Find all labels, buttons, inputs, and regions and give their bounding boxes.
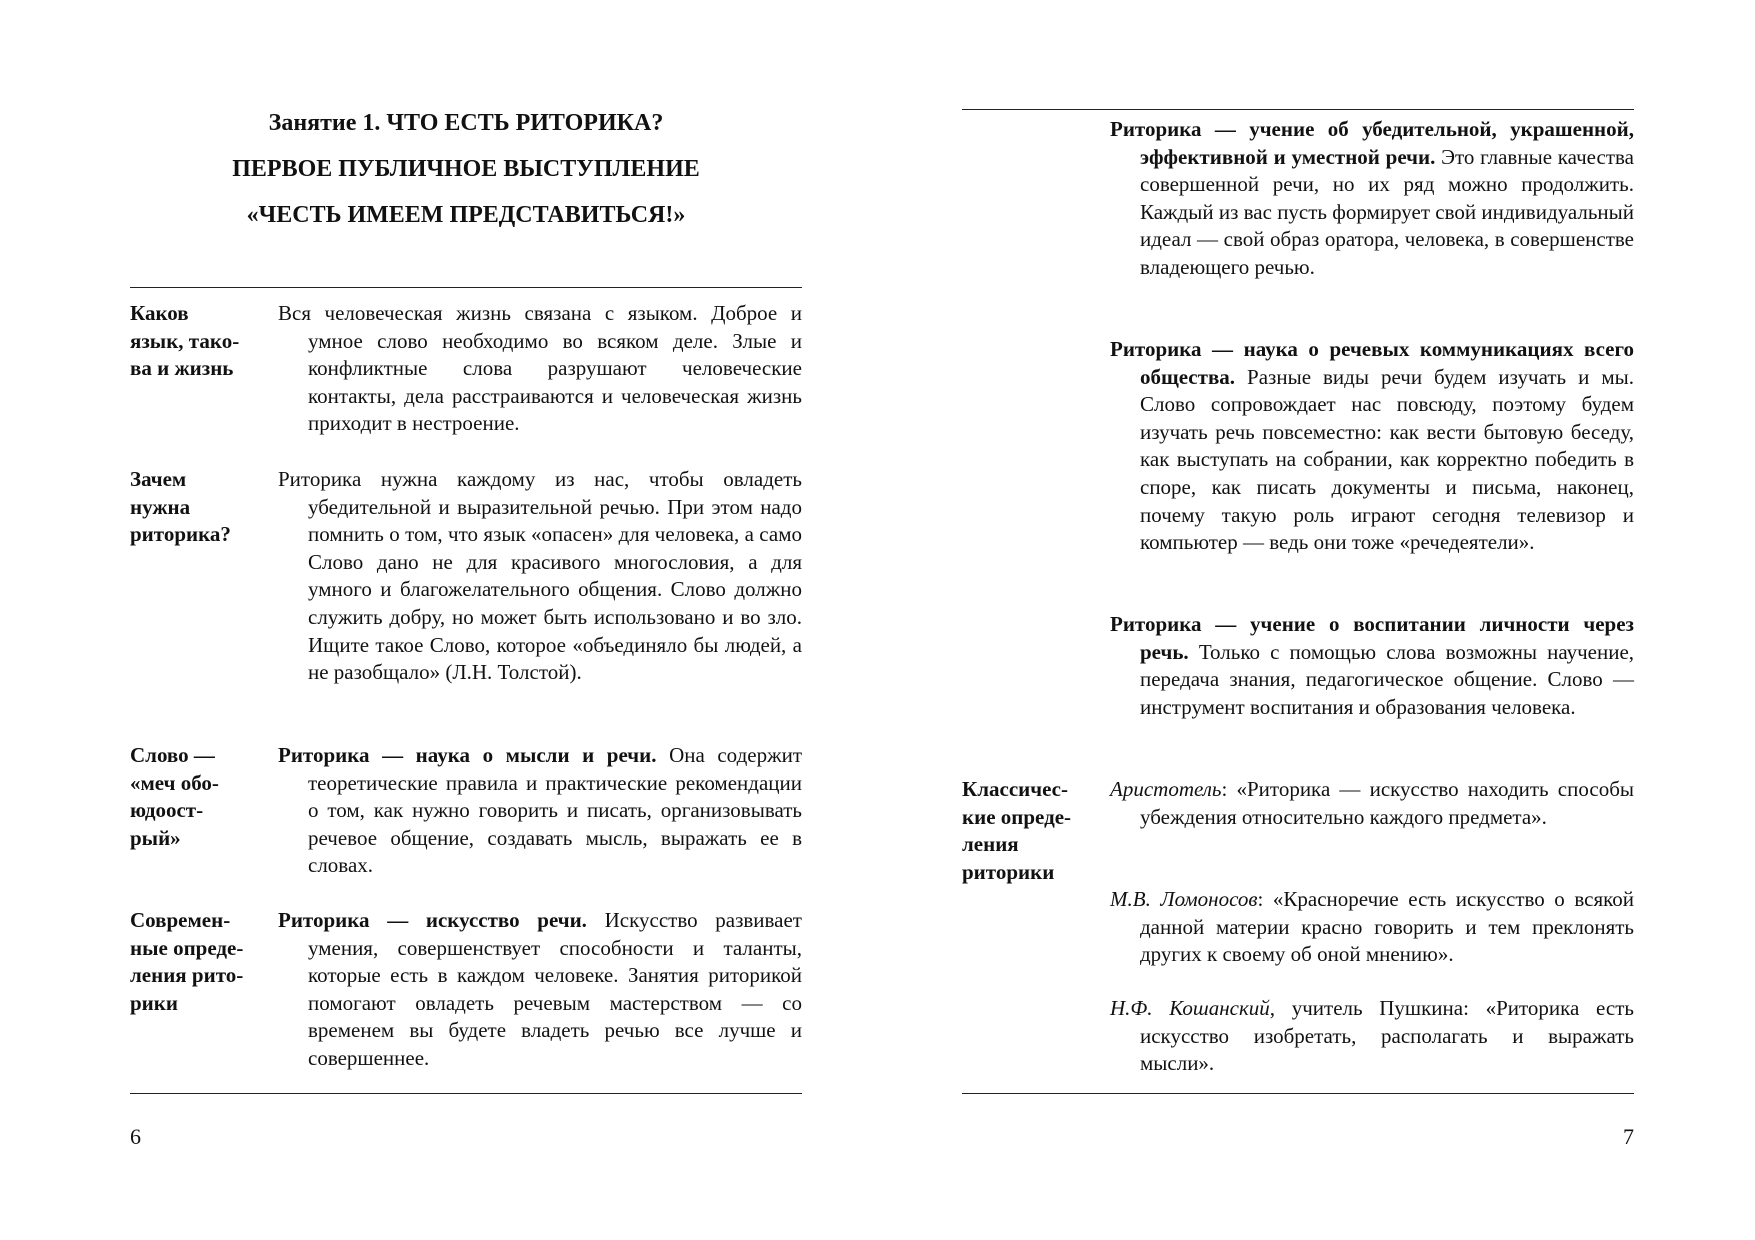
bottom-rule	[130, 1093, 802, 1094]
quote-author: Аристотель	[1110, 777, 1222, 801]
side-label: Современ- ные опреде- ления рито- рики	[130, 908, 244, 1015]
right-page	[962, 0, 1634, 1240]
section-text: Риторика — учение о воспитании личности через речь. Только с помощью слова возможны научение, передача знания, педагогическое общение. Слово — инструмент воспитания и образования человека.	[1110, 612, 1635, 719]
side-label: Слово — «меч обо- юдоост- рый»	[130, 743, 219, 850]
top-rule	[962, 109, 1634, 110]
top-rule	[130, 287, 802, 288]
section-text: Риторика — наука о речевых коммуникациях всего общества. Разные виды речи будем изучать и мы. Слово сопровождает нас повсюду, поэтому будем изучать речь повсеместно: как вести бытовую беседу, как выступать на собрании, как корректно победить в споре, как писать документы и письма, наконец, почему такую роль играют сегодня телевизор и компьютер — ведь они тоже «речедеятели».	[1110, 337, 1634, 555]
left-page	[130, 0, 802, 1240]
title-line: «ЧЕСТЬ ИМЕЕМ ПРЕДСТАВИТЬСЯ!»	[246, 202, 686, 228]
side-label: Каков язык, тако- ва и жизнь	[130, 301, 240, 380]
title-line: ПЕРВОЕ ПУБЛИЧНОЕ ВЫСТУПЛЕНИЕ	[232, 156, 700, 182]
quote-koshansky: Н.Ф. Кошанский, учитель Пушкина: «Риторика есть искусство изобретать, располагать и выражать мысли».	[1110, 996, 1634, 1076]
bold-lead: Риторика — наука о мысли и речи.	[278, 743, 657, 767]
section-text: Риторика нужна каждому из нас, чтобы овладеть убедительной и выразительной речью. При этом надо помнить о том, что язык «опасен» для человека, а само Слово дано не для красивого многословия, а для умного и благожелательного общения. Слово должно служить добру, но может быть использовано и во зло. Ищите такое Слово, которое «объединяло бы людей, а не разобщало» (Л.Н. Толстой).	[278, 467, 802, 685]
section-text: Риторика — учение об убедительной, украшенной, эффективной и уместной речи. Это главные качества совершенной речи, но их ряд можно продолжить. Каждый из вас пусть формирует свой индивидуальный идеал — свой образ оратора, человека, в совершенстве владеющего речью.	[1110, 117, 1634, 279]
side-label: Зачем нужна риторика?	[130, 467, 231, 546]
section-text: Вся человеческая жизнь связана с языком. Доброе и умное слово необходимо во всяком деле. Злые и конфликтные слова разрушают человеческие контакты, дела расстраиваются и человеческая жизнь приходит в нестроение.	[278, 301, 802, 436]
quote-author: Н.Ф. Кошанский	[1110, 996, 1270, 1020]
bold-lead: Риторика — учение об убедительной, украшенной, эффективной и уместной речи.	[1110, 117, 1634, 169]
section-text: Риторика — наука о мысли и речи. Она содержит теоретические правила и практические рекомендации о том, как нужно говорить и писать, организовывать речевое общение, создавать мысль, выражать ее в словах.	[278, 743, 803, 878]
bold-lead: Риторика — учение о воспитании личности через речь.	[1110, 612, 1634, 664]
quote-author: М.В. Ломоносов	[1110, 887, 1258, 911]
lesson-title	[130, 100, 802, 238]
section-text: Риторика — искусство речи. Искусство развивает умения, совершенствует способности и таланты, которые есть в каждом человеке. Занятия риторикой помогают овладеть речевым мастерством — со временем вы будете владеть речью все лучше и совершеннее.	[278, 908, 802, 1070]
title-line: Занятие 1. ЧТО ЕСТЬ РИТОРИКА?	[268, 110, 664, 136]
quote-lomonosov: М.В. Ломоносов: «Красноречие есть искусство о всякой данной материи красно говорить и тем преклонять других к своему об оной мнению».	[1110, 887, 1635, 967]
side-label: Классичес- кие опреде- ления риторики	[962, 777, 1072, 884]
quote-aristotle: Аристотель: «Риторика — искусство находить способы убеждения относительно каждого предмета».	[1110, 777, 1634, 829]
bold-lead: Риторика — наука о речевых коммуникациях всего общества.	[1110, 337, 1634, 389]
bottom-rule	[962, 1093, 1634, 1094]
page-number: 6	[130, 1124, 141, 1149]
bold-lead: Риторика — искусство речи.	[278, 908, 587, 932]
page-number: 7	[1623, 1124, 1634, 1149]
